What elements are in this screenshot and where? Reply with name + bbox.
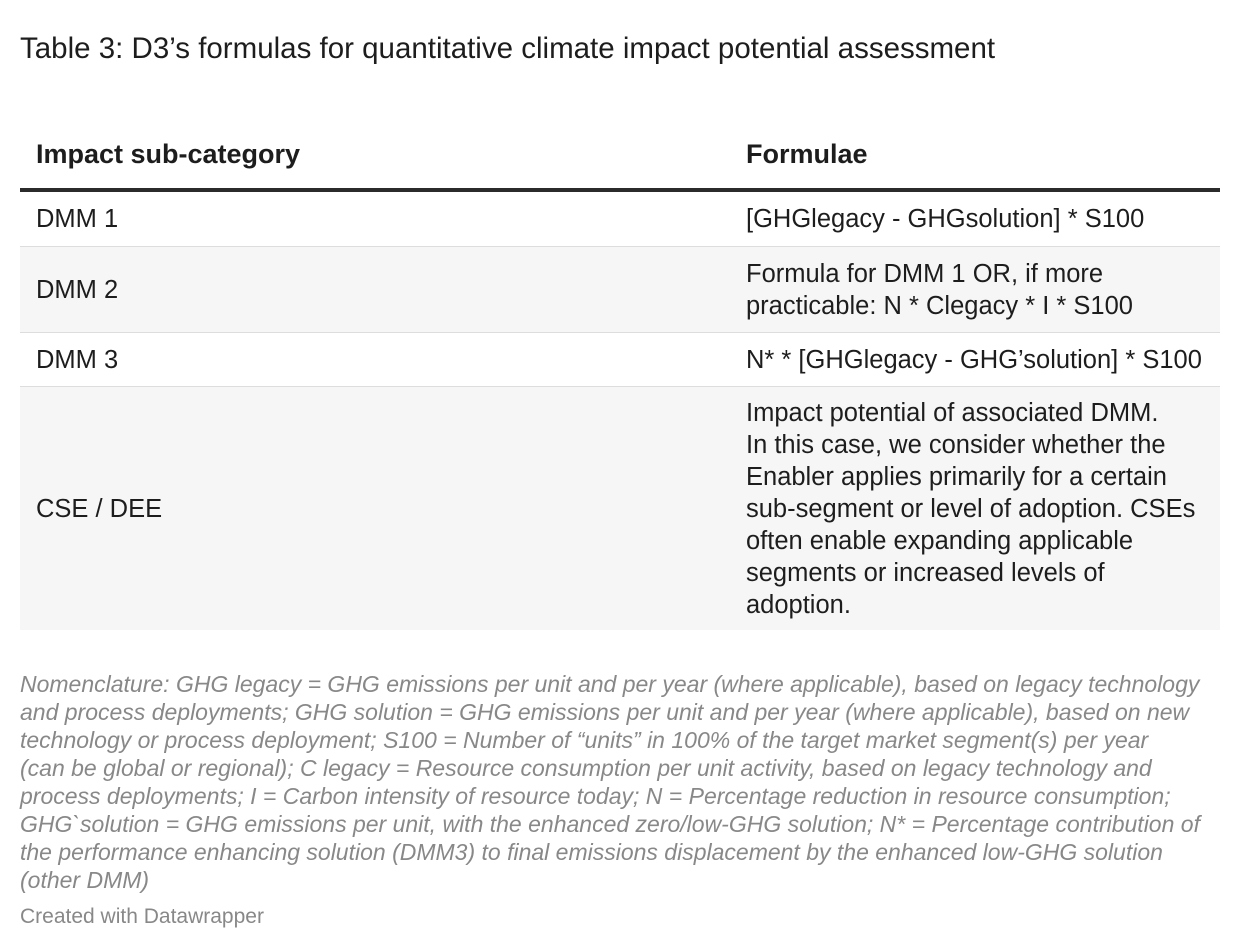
formula-line: segments or increased levels of (746, 558, 1105, 587)
formula-line: Formula for DMM 1 OR, if more (746, 259, 1104, 288)
formula-line: practicable: N * Clegacy * I * S100 (746, 291, 1133, 320)
note-line: Nomenclature: GHG legacy = GHG emissions per unit and per year (where applicable), based on legacy technology (20, 671, 1200, 697)
note-line: technology or process deployment; S100 = Number of “units” in 100% of the target market segment(s) per year (20, 727, 1149, 753)
note-line: and process deployments; GHG solution = GHG emissions per unit and per year (where applicable), based on new (20, 699, 1190, 725)
table-row (20, 387, 1220, 631)
formula-line: adoption. (746, 590, 851, 619)
table-row (20, 333, 1220, 387)
note-line: the performance enhancing solution (DMM3) to final emissions displacement by the enhanced low-GHG solution (20, 839, 1163, 865)
table-title: Table 3: D3’s formulas for quantitative climate impact potential assessment (20, 32, 996, 65)
cell-formula (730, 247, 1220, 333)
note-line: (other DMM) (20, 867, 150, 893)
nomenclature-note (20, 670, 1220, 894)
formula-line: often enable expanding applicable (746, 526, 1134, 555)
cell-formula (730, 387, 1220, 631)
note-line: (can be global or regional); C legacy = Resource consumption per unit activity, based on legacy technology and (20, 755, 1152, 781)
cell-formula: [GHGlegacy - GHGsolution] * S100 (730, 190, 1220, 247)
cell-category: CSE / DEE (20, 387, 730, 631)
cell-formula: N* * [GHGlegacy - GHG’solution] * S100 (730, 333, 1220, 387)
header-impact-sub-category: Impact sub-category (20, 120, 730, 190)
header-row (20, 120, 1220, 190)
cell-category: DMM 1 (20, 190, 730, 247)
formula-line: Enabler applies primarily for a certain (746, 462, 1167, 491)
formula-line: In this case, we consider whether the (746, 430, 1166, 459)
cell-category: DMM 2 (20, 247, 730, 333)
formula-line: sub-segment or level of adoption. CSEs (746, 494, 1196, 523)
header-formulae: Formulae (730, 120, 1220, 190)
table-row (20, 190, 1220, 247)
table-row (20, 247, 1220, 333)
formula-line: Impact potential of associated DMM. (746, 398, 1159, 427)
datawrapper-credit: Created with Datawrapper (20, 905, 264, 928)
formulas-table (20, 120, 1220, 630)
note-line: GHG`solution = GHG emissions per unit, with the enhanced zero/low-GHG solution; N* = Percentage contribution of (20, 811, 1200, 837)
table-figure (20, 0, 1220, 930)
cell-category: DMM 3 (20, 333, 730, 387)
note-line: process deployments; I = Carbon intensity of resource today; N = Percentage reduction in resource consumption; (20, 783, 1171, 809)
